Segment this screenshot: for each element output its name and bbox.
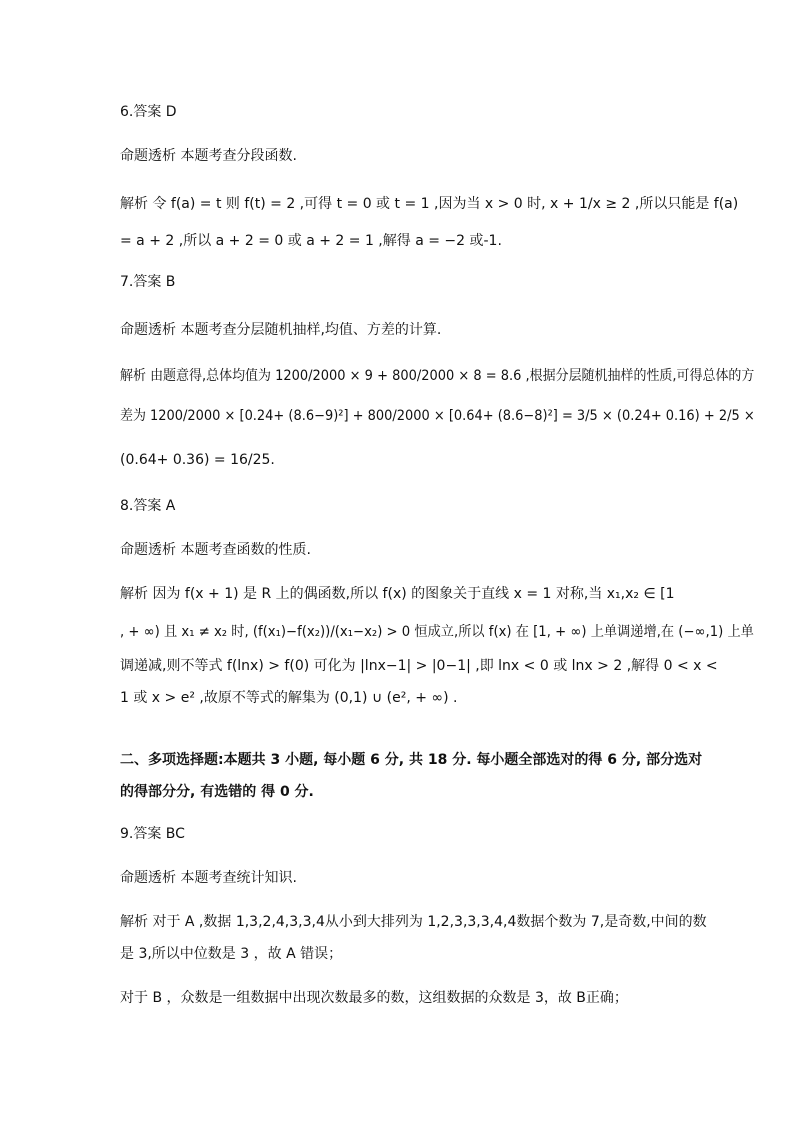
q6-solution-line-2: = a + 2 ,所以 a + 2 = 0 或 a + 2 = 1 ,解得 a = −2 或-1. (120, 233, 502, 249)
q7-solution-line-2: 差为 1200/2000 × [0.24+ (8.6−9)²] + 800/2000 × [0.64+ (8.6−8)²] = 3/5 × (0.24+ 0.16) + 2/5 × (120, 408, 755, 424)
q8-solution-line-1: 解析 因为 f(x + 1) 是 R 上的偶函数,所以 f(x) 的图象关于直线 x = 1 对称,当 x₁,x₂ ∈ [1 (120, 586, 675, 602)
q6-solution-line-1: 解析 令 f(a) = t 则 f(t) = 2 ,可得 t = 0 或 t = 1 ,因为当 x > 0 时, x + 1/x ≥ 2 ,所以只能是 f(a) (120, 196, 739, 212)
q8-solution-line-3: 调递减,则不等式 f(lnx) > f(0) 可化为 |lnx−1| > |0−1| ,即 lnx < 0 或 lnx > 2 ,解得 0 < x < (120, 658, 718, 674)
section-2-heading-line-1: 二、多项选择题:本题共 3 小题, 每小题 6 分, 共 18 分. 每小题全部选对的得 6 分, 部分选对 (120, 752, 703, 768)
q9-solution-line-1: 解析 对于 A ,数据 1,3,2,4,3,3,4从小到大排列为 1,2,3,3,3,4,4数据个数为 7,是奇数,中间的数 (120, 914, 707, 930)
section-2-heading-line-2: 的得部分分, 有选错的 得 0 分. (120, 784, 314, 800)
q6-analysis: 命题透析 本题考查分段函数. (120, 148, 297, 164)
q9-solution-line-3: 对于 B ，众数是一组数据中出现次数最多的数，这组数据的众数是 3，故 B正确； (120, 990, 628, 1006)
q7-solution-line-3: (0.64+ 0.36) = 16/25. (120, 452, 275, 468)
q6-answer (120, 102, 177, 122)
q7-answer: 7.答案 B (120, 274, 176, 290)
q9-solution-line-2: 是 3,所以中位数是 3 ，故 A 错误； (120, 946, 343, 962)
q8-analysis: 命题透析 本题考查函数的性质. (120, 542, 311, 558)
q7-solution-line-1: 解析 由题意得,总体均值为 1200/2000 × 9 + 800/2000 × 8 = 8.6 ,根据分层随机抽样的性质,可得总体的方 (120, 368, 755, 384)
q8-solution-line-4: 1 或 x > e² ,故原不等式的解集为 (0,1) ∪ (e², + ∞) . (120, 690, 458, 706)
q9-analysis: 命题透析 本题考查统计知识. (120, 870, 297, 886)
q9-answer: 9.答案 BC (120, 826, 185, 842)
q7-analysis: 命题透析 本题考查分层随机抽样,均值、方差的计算. (120, 322, 442, 338)
q8-solution-line-2: , + ∞) 且 x₁ ≠ x₂ 时, (f(x₁)−f(x₂))/(x₁−x₂) > 0 恒成立,所以 f(x) 在 [1, + ∞) 上单调递增,在 (−∞,1) 上单 (120, 624, 754, 640)
q6-answer-text: 6.答案 D (120, 104, 177, 120)
q8-answer: 8.答案 A (120, 498, 176, 514)
